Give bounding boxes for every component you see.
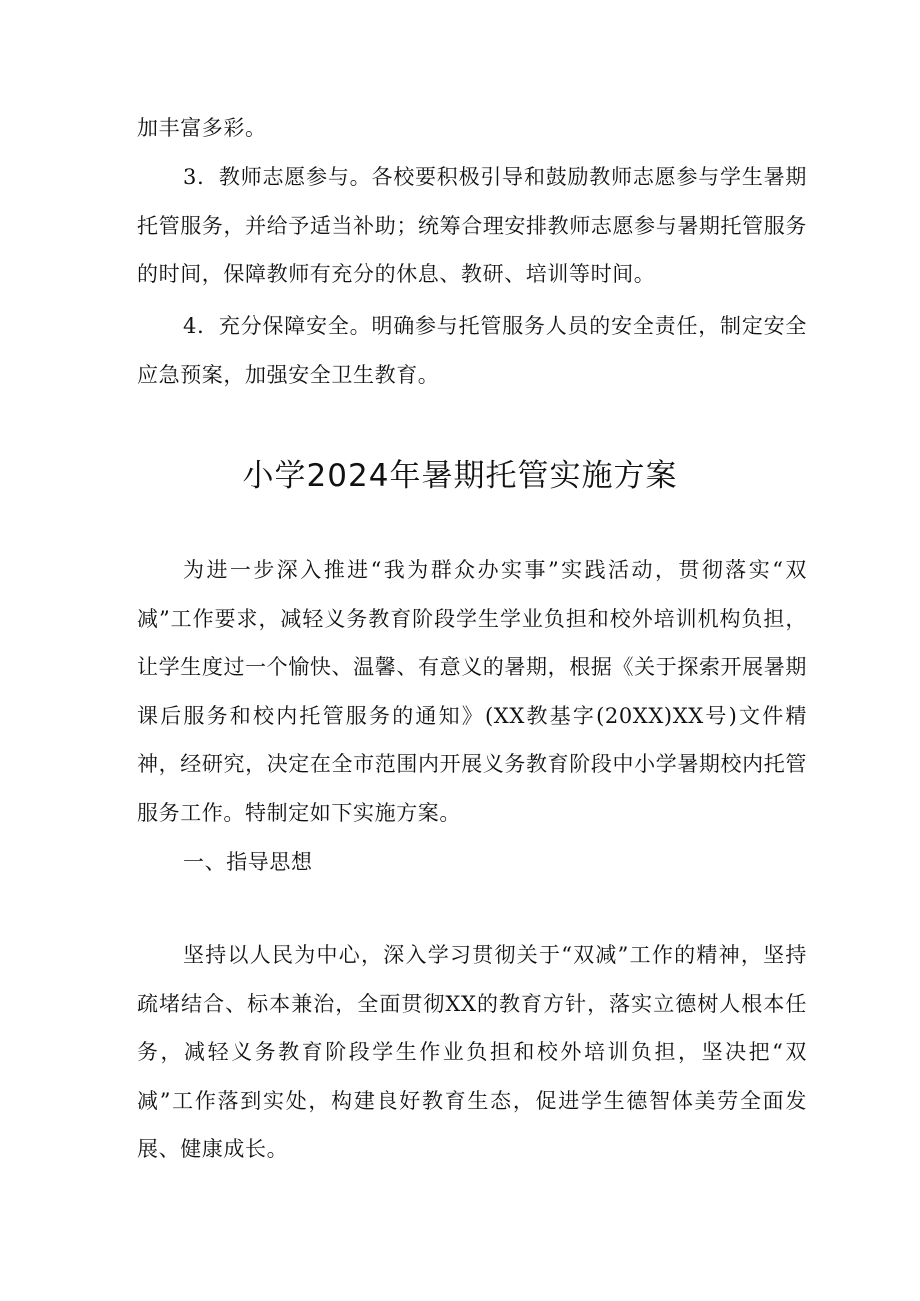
section-heading-guiding-ideology: 一、指导思想 <box>183 850 313 874</box>
document-title: 小学2024年暑期托管实施方案 <box>242 458 678 494</box>
paragraph-continuation: 加丰富多彩。 <box>137 116 267 140</box>
list-item-4: 4．充分保障安全。明确参与托管服务人员的安全责任，制定安全应急预案，加强安全卫生教育。 <box>137 314 807 387</box>
guiding-ideology-paragraph: 坚持以人民为中心，深入学习贯彻关于“双减”工作的精神，坚持疏堵结合、标本兼治，全面贯彻XX的教育方针，落实立德树人根本任务，减轻义务教育阶段学生作业负担和校外培训负担，坚决把“双减”工作落到实处，构建良好教育生态，促进学生德智体美劳全面发展、健康成长。 <box>137 943 807 1161</box>
list-item-3: 3．教师志愿参与。各校要积极引导和鼓励教师志愿参与学生暑期托管服务，并给予适当补助；统筹合理安排教师志愿参与暑期托管服务的时间，保障教师有充分的休息、教研、培训等时间。 <box>137 165 807 286</box>
intro-paragraph: 为进一步深入推进“我为群众办实事”实践活动，贯彻落实“双减”工作要求，减轻义务教育阶段学生学业负担和校外培训机构负担，让学生度过一个愉快、温馨、有意义的暑期，根据《关于探索开展暑期课后服务和校内托管服务的通知》(XX教基字(20XX)XX号)文件精神，经研究，决定在全市范围内开展义务教育阶段中小学暑期校内托管服务工作。特制定如下实施方案。 <box>137 558 807 825</box>
